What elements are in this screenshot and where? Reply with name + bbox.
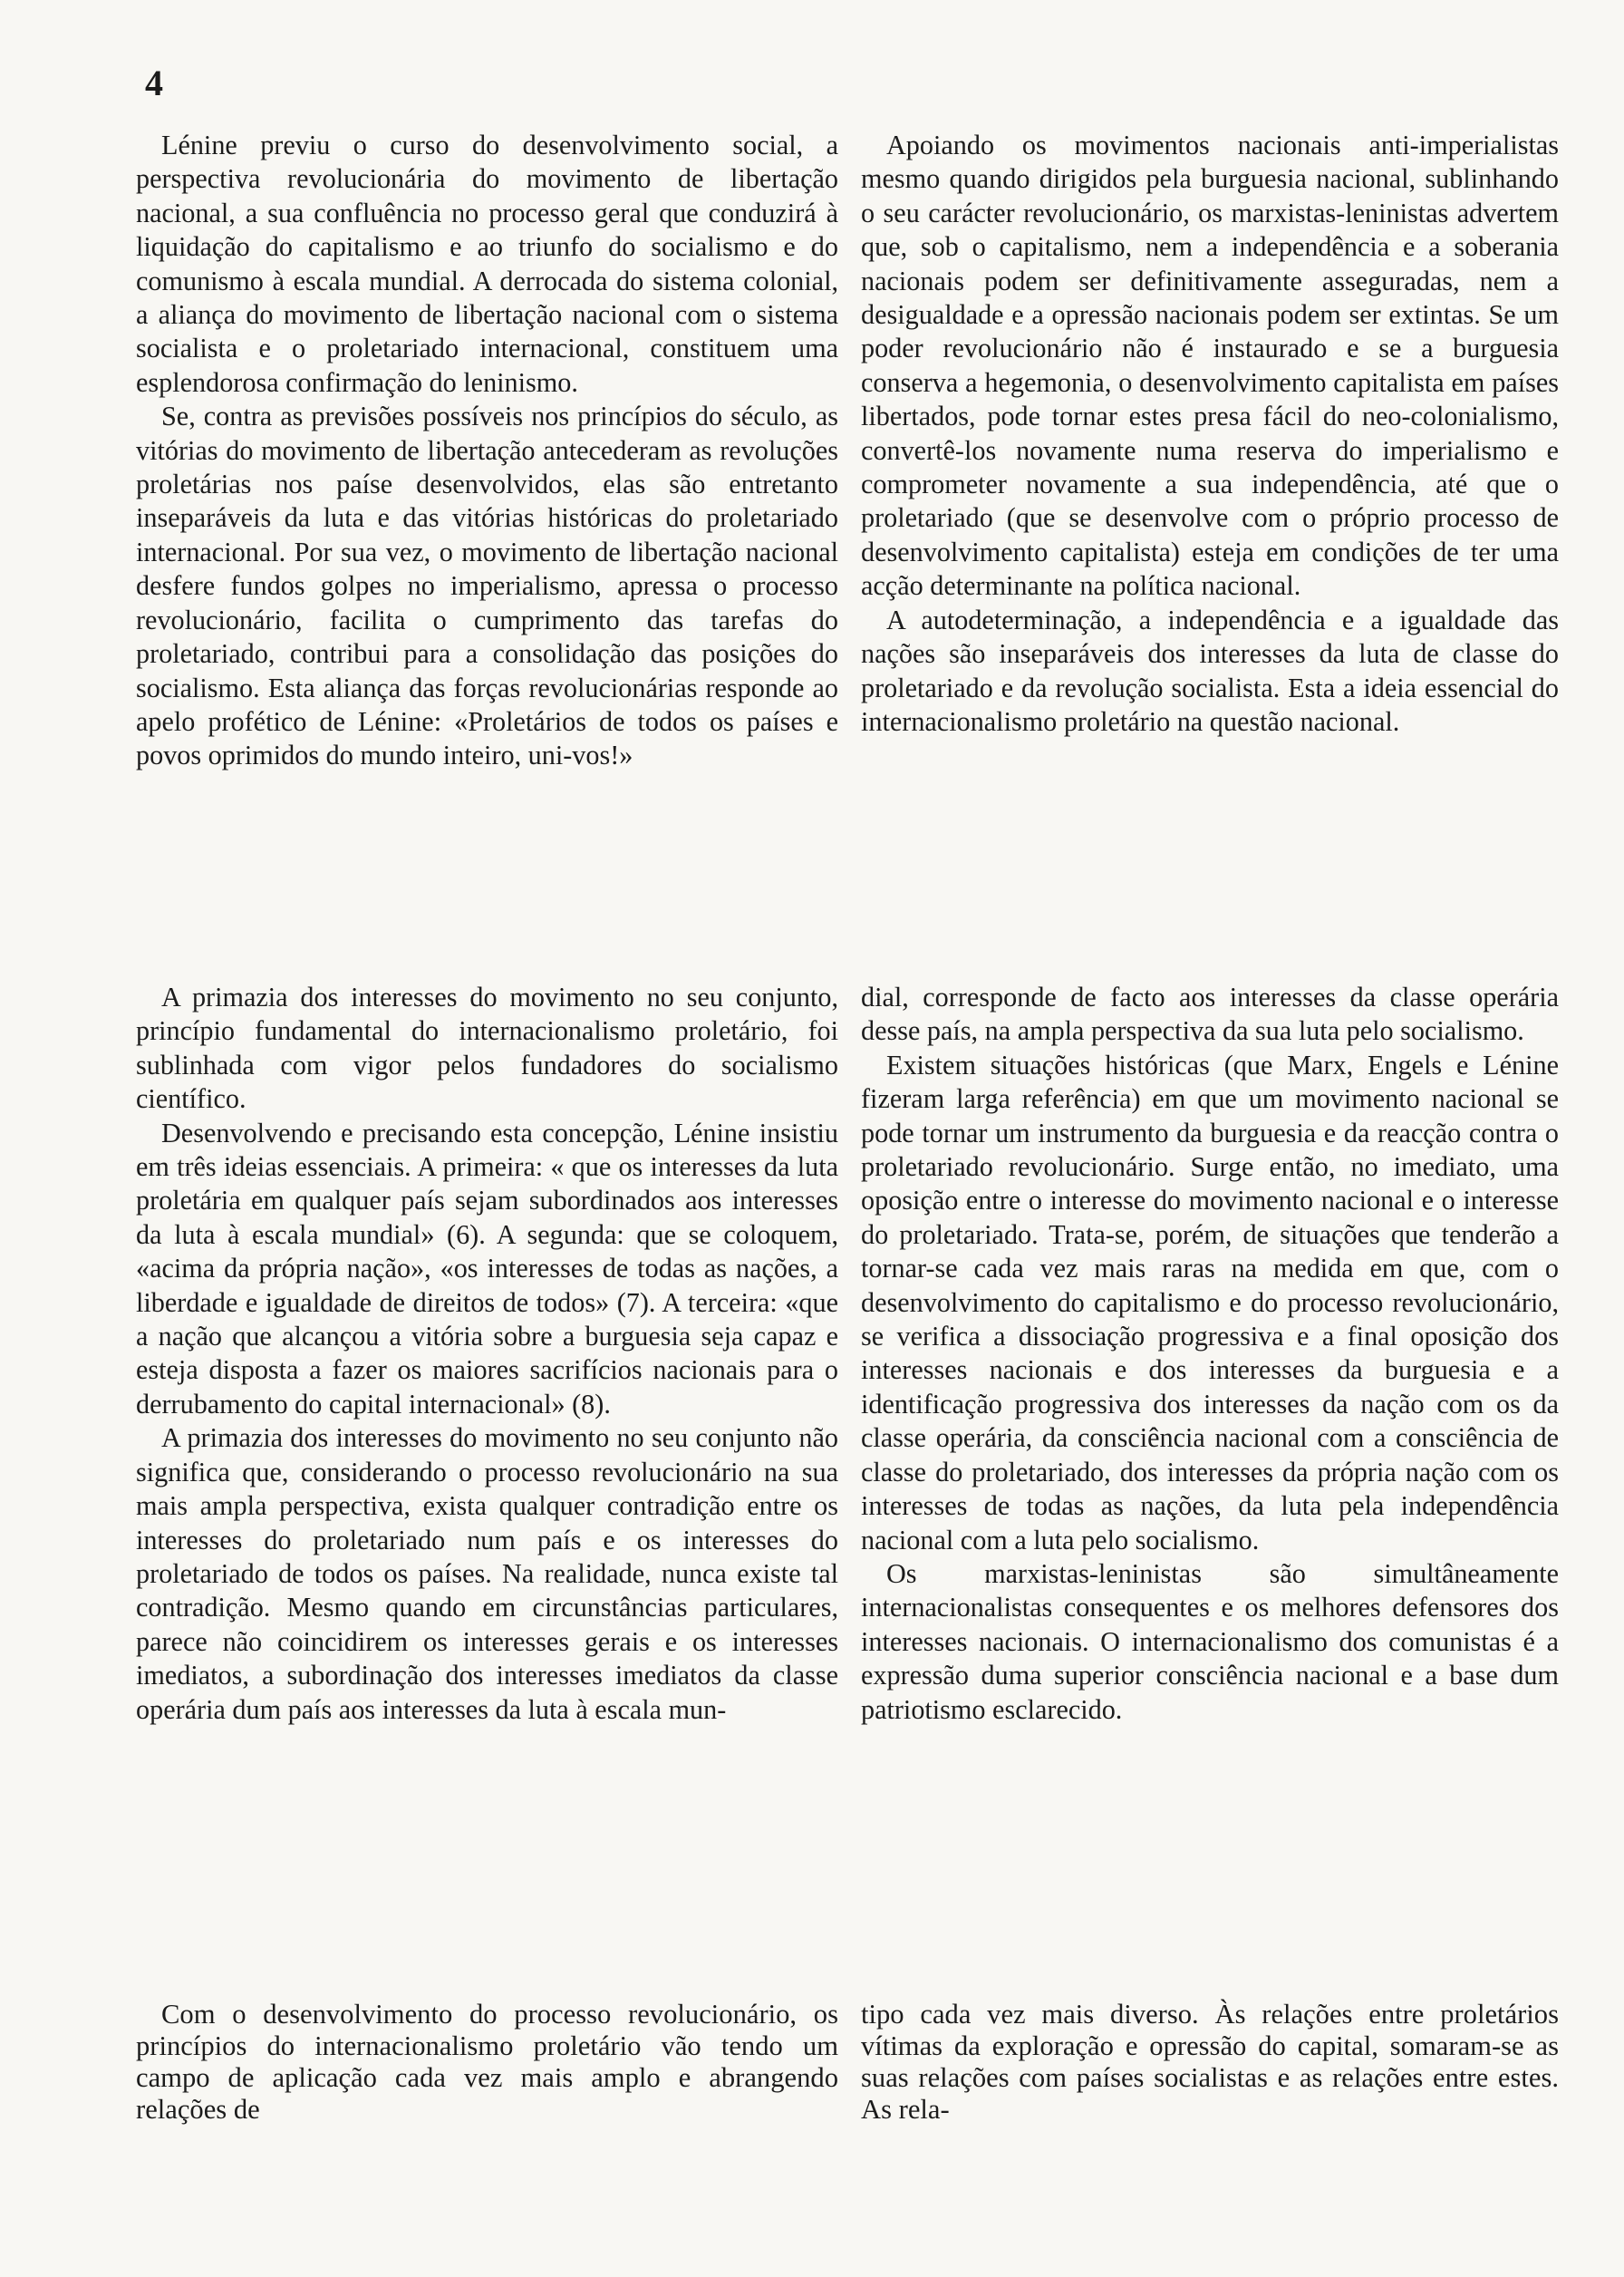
paragraph: Com o desenvolvimento do processo revolucionário, os princípios do internacionalismo proletário vão tendo um campo de aplicação cada vez mais amplo e abrangendo relações de	[136, 1999, 838, 2125]
right-column	[861, 981, 1559, 1727]
left-column	[136, 129, 838, 773]
paragraph: tipo cada vez mais diverso. Às relações entre proletários vítimas da exploração e opressão do capital, somaram-se as suas relações com países socialistas e as relações entre estes. As rela-	[861, 1999, 1559, 2125]
left-column	[136, 1999, 838, 2126]
paragraph: A primazia dos interesses do movimento no seu conjunto, princípio fundamental do internacionalismo proletário, foi sublinhada com vigor pelos fundadores do socialismo científico.	[136, 982, 838, 1115]
paragraph: Desenvolvendo e precisando esta concepção, Lénine insistiu em três ideias essenciais. A primeira: « que os interesses da luta proletária em qualquer país sejam subordinados aos interesses da luta à escala mundial» (6). A segunda: que se coloquem, «acima da própria nação», «os interesses de todas as nações, a liberdade e igualdade de direitos de todos» (7). A terceira: «que a nação que alcançou a vitória sobre a burguesia seja capaz e esteja disposta a fazer os maiores sacrifícios nacionais para o derrubamento do capital internacional» (8).	[136, 1117, 838, 1419]
paragraph: Os marxistas-leninistas são simultâneamente internacionalistas consequentes e os melhores defensores dos interesses nacionais. O internacionalismo dos comunistas é a expressão duma superior consciência nacional e a base dum patriotismo esclarecido.	[861, 1557, 1559, 1725]
paragraph: Se, contra as previsões possíveis nos princípios do século, as vitórias do movimento de libertação antecederam as revoluções proletárias nos paíse desenvolvidos, elas são entretanto inseparáveis da luta e das vitórias históricas do proletariado internacional. Por sua vez, o movimento de libertação nacional desfere fundos golpes no imperialismo, apressa o processo revolucionário, facilita o cumprimento das tarefas do proletariado, contribui para a consolidação das posições do socialismo. Esta aliança das forças revolucionárias responde ao apelo profético de Lénine: «Proletários de todos os países e povos oprimidos do mundo inteiro, uni-vos!»	[136, 401, 838, 771]
paragraph: A primazia dos interesses do movimento no seu conjunto não significa que, considerando o processo revolucionário na sua mais ampla perspectiva, exista qualquer contradição entre os interesses do proletariado num país e os interesses do proletariado de todos os países. Na realidade, nunca existe tal contradição. Mesmo quando em circunstâncias particulares, parece não coincidirem os interesses gerais e os interesses imediatos, a subordinação dos interesses imediatos da classe operária dum país aos interesses da luta à escala mun-	[136, 1422, 838, 1725]
paragraph: Lénine previu o curso do desenvolvimento social, a perspectiva revolucionária do movimento de libertação nacional, a sua confluência no processo geral que conduzirá à liquidação do capitalismo e ao triunfo do socialismo e do comunismo à escala mundial. A derrocada do sistema colonial, a aliança do movimento de libertação nacional com o sistema socialista e o proletariado internacional, constituem uma esplendorosa confirmação do leninismo.	[136, 130, 838, 398]
right-column	[861, 129, 1559, 739]
paragraph: A autodeterminação, a independência e a igualdade das nações são inseparáveis dos interesses da luta de classe do proletariado e da revolução socialista. Esta a ideia essencial do internacionalismo proletário na questão nacional.	[861, 604, 1559, 737]
paragraph: dial, corresponde de facto aos interesses da classe operária desse país, na ampla perspectiva da sua luta pelo socialismo.	[861, 982, 1559, 1047]
left-column	[136, 981, 838, 1727]
paragraph: Existem situações históricas (que Marx, Engels e Lénine fizeram larga referência) em que um movimento nacional se pode tornar um instrumento da burguesia e da reacção contra o proletariado revolucionário. Surge então, no imediato, uma oposição entre o interesse do movimento nacional e o interesse do proletariado. Trata-se, porém, de situações que tenderão a tornar-se cada vez mais raras na medida em que, com o desenvolvimento do capitalismo e do processo revolucionário, se verifica a dissociação progressiva e a final oposição dos interesses nacionais e dos interesses da burguesia e a identificação progressiva dos interesses da nação com os da classe operária, da consciência nacional com a consciência de classe do proletariado, dos interesses da própria nação com os interesses de todas as nações, da luta pela independência nacional com a luta pelo socialismo.	[861, 1049, 1559, 1555]
right-column	[861, 1999, 1559, 2126]
page-number: 4	[145, 63, 163, 103]
paragraph: Apoiando os movimentos nacionais anti-imperialistas mesmo quando dirigidos pela burguesia nacional, sublinhando o seu carácter revolucionário, os marxistas-leninistas advertem que, sob o capitalismo, nem a independência e a soberania nacionais podem ser definitivamente asseguradas, nem a desigualdade e a opressão nacionais podem ser extintas. Se um poder revolucionário não é instaurado e se a burguesia conserva a hegemonia, o desenvolvimento capitalista em países libertados, pode tornar estes presa fácil do neo-colonialismo, convertê-los novamente numa reserva do imperialismo e comprometer novamente a sua independência, até que o proletariado (que se desenvolve com o próprio processo de desenvolvimento capitalista) esteja em condições de ter uma acção determinante na política nacional.	[861, 130, 1559, 602]
